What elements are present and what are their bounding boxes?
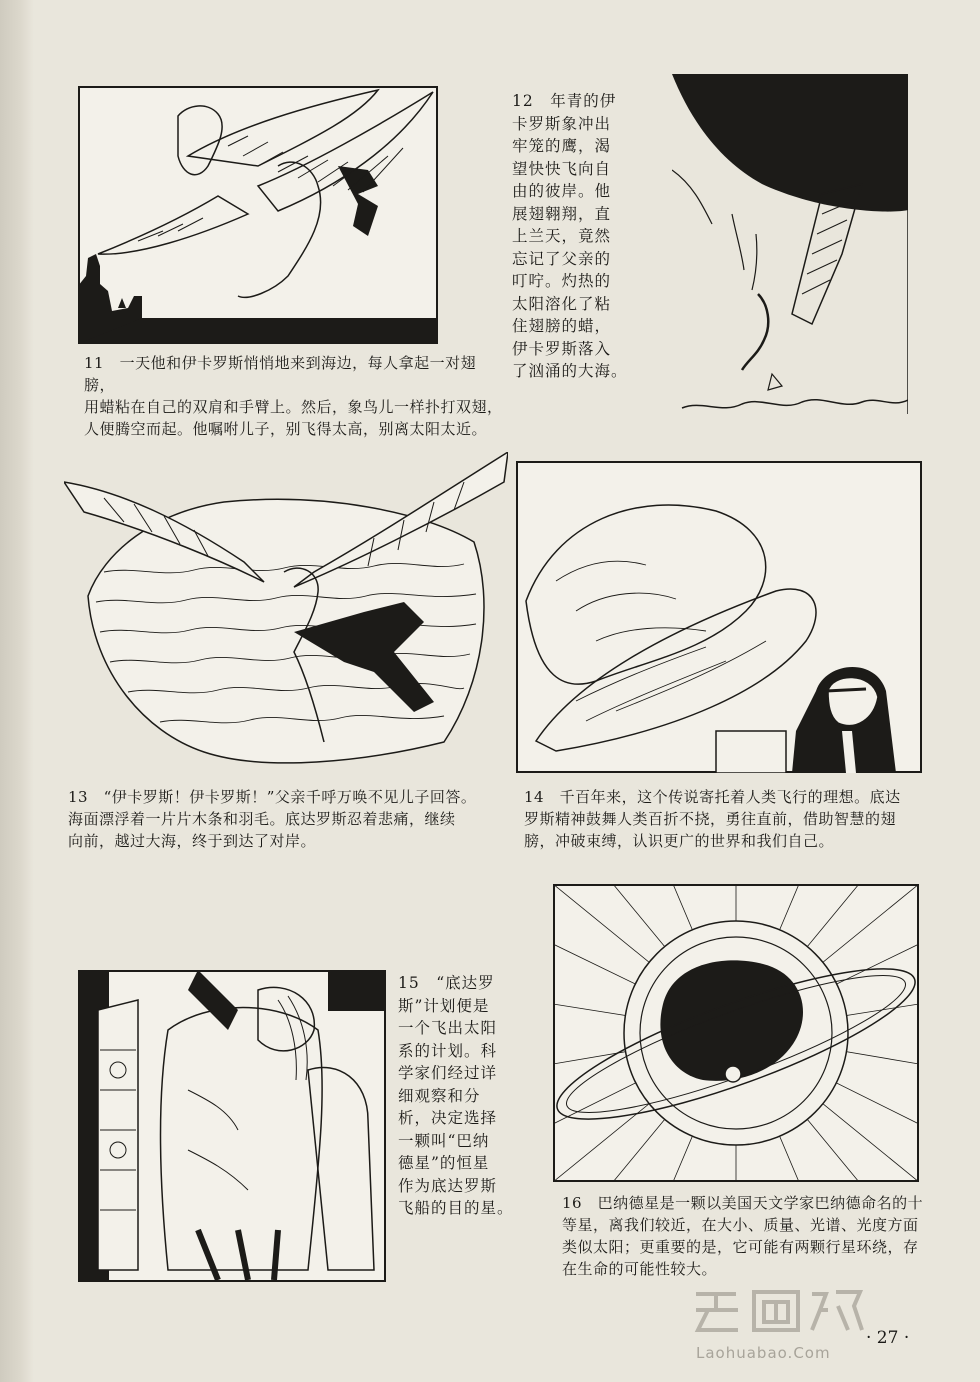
page-number: · 27 ·: [866, 1328, 910, 1348]
caption-panel-11: 11 一天他和伊卡罗斯悄悄地来到海边，每人拿起一对翅膀， 用蜡粘在自己的双肩和手臂上。然后，象鸟儿一样扑打双翅， 人便腾空而起。他嘱咐儿子，别飞得太高，别离太阳太近。: [84, 354, 503, 438]
illustration-panel-15: [78, 970, 386, 1282]
watermark-logo: [688, 1286, 868, 1336]
watermark-url: Laohuabao.Com: [696, 1344, 831, 1362]
caption-panel-14: 14 千百年来，这个传说寄托着人类飞行的理想。底达 罗斯精神鼓舞人类百折不挠，勇往直前，借助智慧的翅 膀，冲破束缚，认识更广的世界和我们自己。: [524, 788, 901, 850]
illustration-panel-14: [516, 461, 922, 773]
page-binding-shadow: [0, 0, 34, 1382]
caption-panel-16: 16 巴纳德星是一颗以美国天文学家巴纳德命名的十 等星，离我们较近，在大小、质量、光谱、光度方面 类似太阳；更重要的是，它可能有两颗行星环绕，存 在生命的可能性较大。: [562, 1194, 924, 1278]
caption-panel-13: 13 “伊卡罗斯！伊卡罗斯！”父亲千呼万唤不见儿子回答。 海面漂浮着一片片木条和羽毛。底达罗斯忍着悲痛，继续 向前，越过大海，终于到达了对岸。: [68, 788, 477, 850]
site-watermark: [680, 1286, 880, 1376]
illustration-panel-13: [64, 452, 508, 778]
illustration-panel-11: [78, 86, 438, 344]
caption-panel-15: 15 “底达罗 斯”计划便是 一个飞出太阳 系的计划。科 学家们经过详 细观察和分 析，决定选择 一颗叫“巴纳 德星”的恒星 作为底达罗斯 飞船的目的星。: [398, 974, 514, 1217]
caption-panel-12: 12 年青的伊 卡罗斯象冲出 牢笼的鹰，渴 望快快飞向自 由的彼岸。他 展翅翱翔，直 上兰天，竟然 忘记了父亲的 叮咛。灼热的 太阳溶化了粘 住翅膀的蜡， 伊卡罗斯落入 了汹涌的大海。: [512, 92, 628, 380]
illustration-panel-12: [672, 74, 908, 414]
illustration-panel-16: [553, 884, 919, 1182]
